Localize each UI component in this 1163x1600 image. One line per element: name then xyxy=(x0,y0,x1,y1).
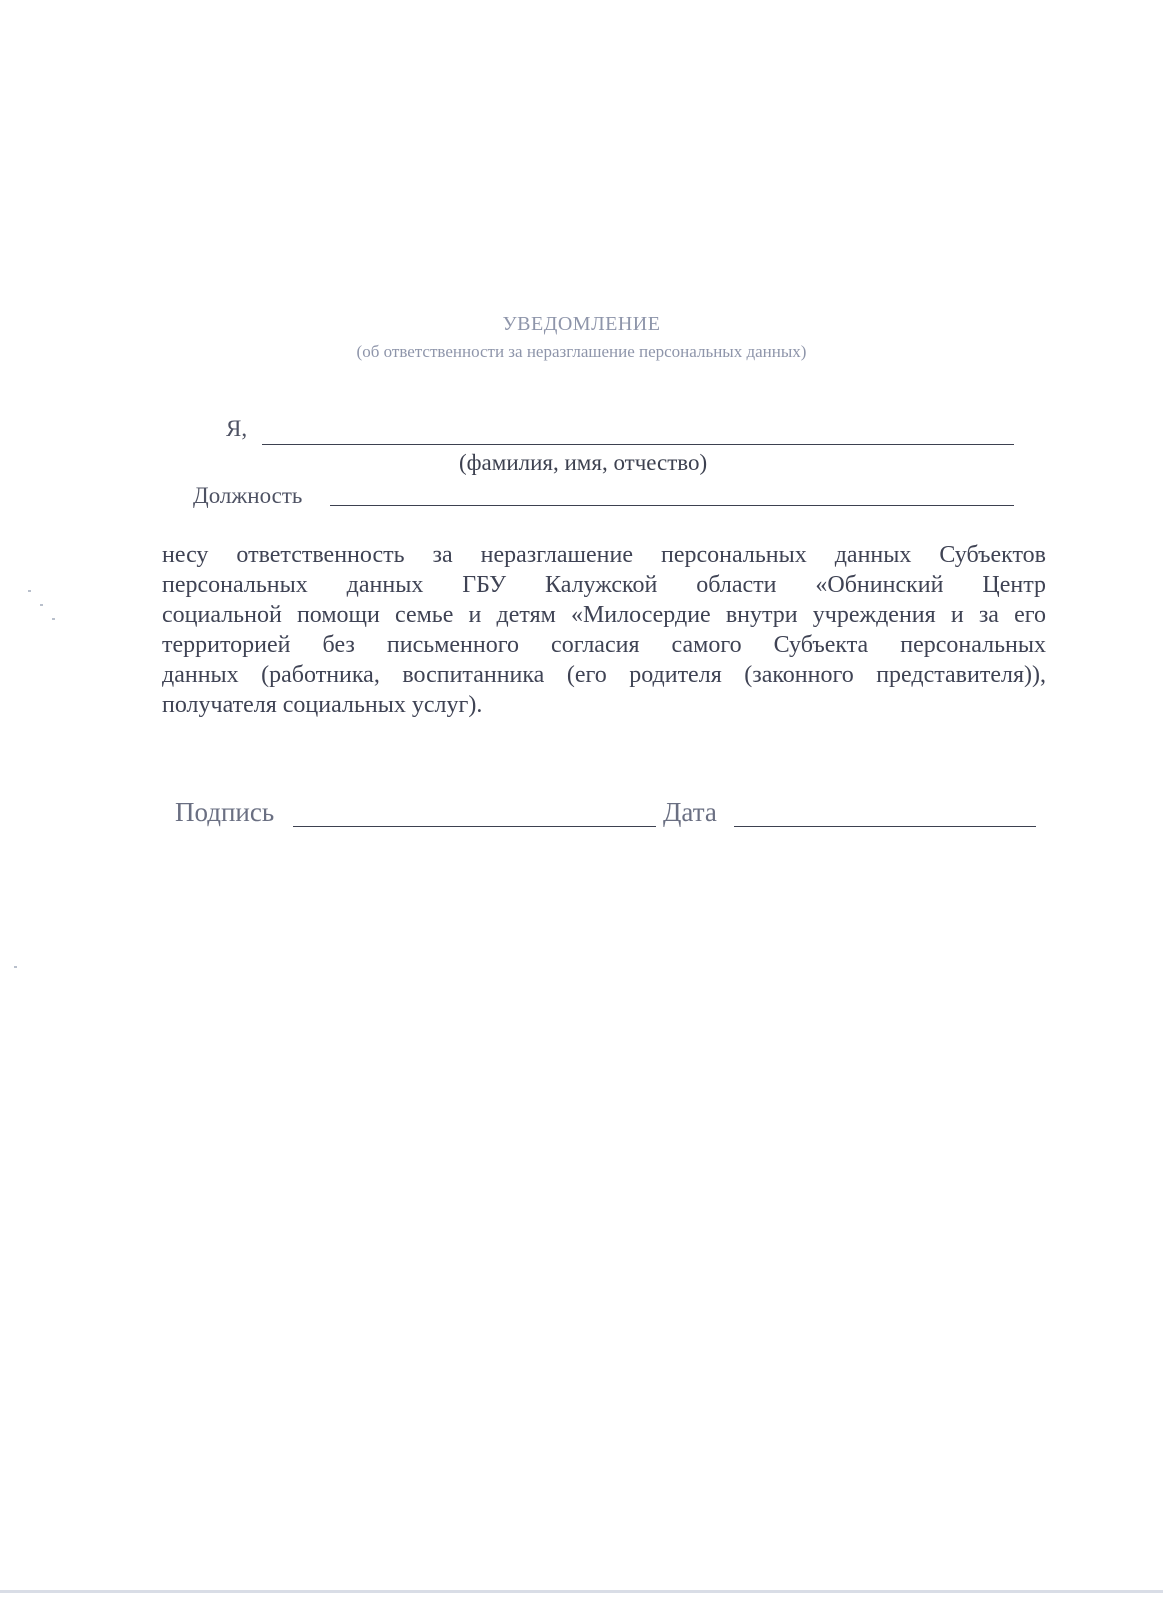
document-subtitle: (об ответственности за неразглашение персональных данных) xyxy=(356,342,807,361)
body-line: социальной помощи семье и детям «Милосердие внутри учреждения и за его xyxy=(162,602,1046,628)
body-line: данных (работника, воспитанника (его родителя (законного представителя)), xyxy=(162,662,1046,688)
scan-speck xyxy=(14,966,17,968)
name-hint: (фамилия, имя, отчество) xyxy=(459,450,708,475)
body-line: персональных данных ГБУ Калужской области «Обнинский Центр xyxy=(162,572,1046,598)
name-blank-line[interactable] xyxy=(262,444,1014,445)
position-label: Должность xyxy=(193,483,303,508)
scan-speck xyxy=(52,618,55,620)
body-line: получателя социальных услуг). xyxy=(162,692,483,718)
body-line: несу ответственность за неразглашение персональных данных Субъектов xyxy=(162,542,1046,568)
body-paragraph xyxy=(162,540,1046,720)
scan-speck xyxy=(28,590,31,592)
date-blank-line[interactable] xyxy=(734,826,1036,827)
document-title: УВЕДОМЛЕНИЕ xyxy=(502,313,661,335)
position-blank-line[interactable] xyxy=(330,505,1014,506)
name-prefix: Я, xyxy=(226,416,248,441)
body-line: территорией без письменного согласия самого Субъекта персональных xyxy=(162,632,1046,658)
signature-label: Подпись xyxy=(175,797,275,827)
date-label: Дата xyxy=(663,797,717,827)
scan-edge xyxy=(0,1590,1163,1593)
signature-blank-line[interactable] xyxy=(293,826,656,827)
scan-speck xyxy=(40,604,43,606)
